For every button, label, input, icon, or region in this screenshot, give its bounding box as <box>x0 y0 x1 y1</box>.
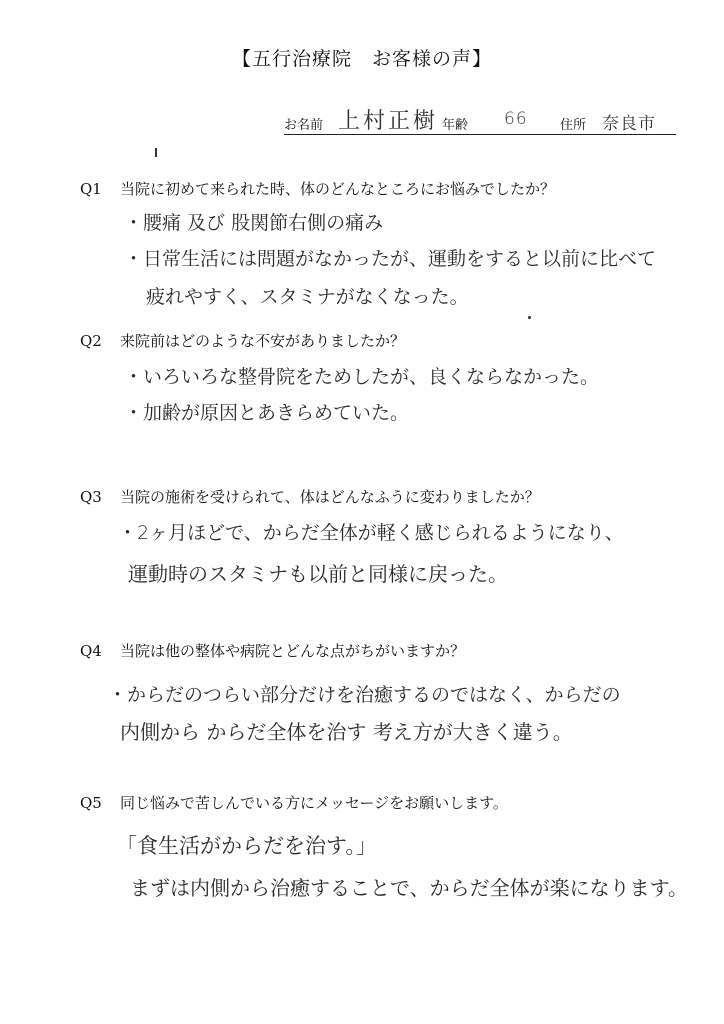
answer-line: ・日常生活には問題がなかったが、運動をすると以前に比べて <box>124 248 657 270</box>
question-5 <box>80 792 508 813</box>
page-title: 【五行治療院 お客様の声】 <box>231 48 492 70</box>
answer-line: まずは内側から治癒することで、からだ全体が楽になります。 <box>130 876 688 900</box>
question-text: 当院は他の整体や病院とどんな点がちがいますか？ <box>120 642 466 660</box>
question-text: 同じ悩みで苦しんでいる方にメッセージをお願いします。 <box>120 794 508 812</box>
question-number: Q2 <box>80 332 102 350</box>
question-number: Q5 <box>80 794 102 812</box>
question-number: Q4 <box>80 642 102 660</box>
customer-info-row <box>284 108 676 135</box>
question-number: Q3 <box>80 488 102 506</box>
answer-line: ・腰痛 及び 股関節右側の痛み <box>124 212 384 234</box>
question-3 <box>80 486 540 507</box>
answer-line: 運動時のスタミナも以前と同様に戻った。 <box>128 562 508 586</box>
name-label: お名前 <box>284 118 324 133</box>
question-text: 当院の施術を受けられて、体はどんなふうに変わりましたか？ <box>120 488 540 506</box>
stray-pen-mark <box>155 148 157 157</box>
name-value: 上村正樹 <box>338 109 439 134</box>
question-2 <box>80 330 405 351</box>
question-text: 来院前はどのような不安がありましたか？ <box>120 332 406 350</box>
address-value: 奈良市 <box>602 114 656 134</box>
age-value: 66 <box>504 109 528 129</box>
question-1 <box>80 178 555 199</box>
age-label: 年齢 <box>442 118 469 133</box>
question-text: 当院に初めて来られた時、体のどんなところにお悩みでしたか？ <box>120 180 556 198</box>
address-label: 住所 <box>560 118 587 133</box>
answer-line: ・いろいろな整骨院をためしたが、良くならなかった。 <box>124 366 600 388</box>
stray-pen-dot <box>528 316 531 319</box>
answer-line: 疲れやすく、スタミナがなくなった。 <box>146 286 469 308</box>
question-number: Q1 <box>80 180 102 198</box>
answer-line: 「食生活がからだを治す。」 <box>116 834 377 858</box>
answer-line: ・からだのつらい部分だけを治癒するのではなく、からだの <box>108 684 621 706</box>
answer-line: ・加齢が原因とあきらめていた。 <box>124 402 410 424</box>
answer-line: ・2ヶ月ほどで、からだ全体が軽く感じられるようになり、 <box>118 522 624 544</box>
question-4 <box>80 640 465 661</box>
answer-line: 内側から からだ全体を治す 考え方が大きく違う。 <box>120 720 573 744</box>
